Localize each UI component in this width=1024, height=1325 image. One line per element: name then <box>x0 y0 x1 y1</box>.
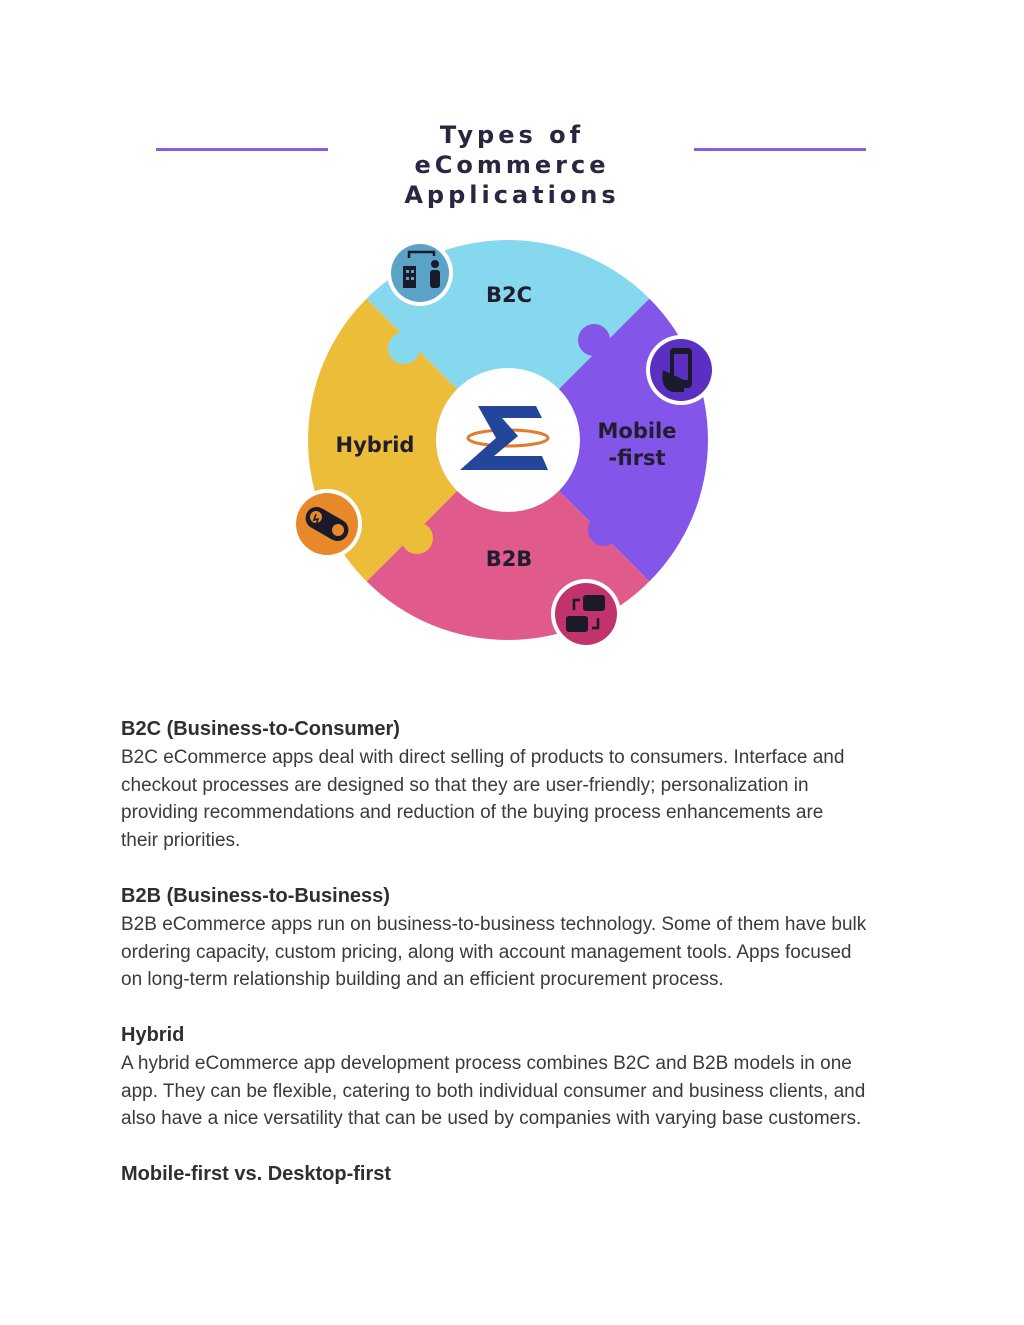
article-body <box>121 714 921 1215</box>
title-line-1: Types of eCommerce <box>414 121 610 179</box>
paragraph-line: providing recommendations and reduction of the buying process enhancements are <box>121 802 824 824</box>
title-divider-right <box>694 148 866 151</box>
hand-holding-phone-icon <box>646 335 716 405</box>
puzzle-knob-b2c <box>388 332 420 364</box>
building-person-exchange-icon <box>387 240 453 306</box>
mobile-label-line-1: Mobile <box>597 419 677 443</box>
section-mobile-first <box>121 1159 921 1189</box>
paragraph-line: app. They can be flexible, catering to both individual consumer and business clients, and <box>121 1080 866 1102</box>
section-heading: Hybrid <box>121 1023 185 1046</box>
paragraph-line: checkout processes are designed so that they are user-friendly; personalization in <box>121 774 809 796</box>
paragraph-line: A hybrid eCommerce app development process combines B2C and B2B models in one <box>121 1052 852 1074</box>
paragraph-line: ordering capacity, custom pricing, along with account management tools. Apps focused <box>121 941 852 963</box>
ecommerce-types-diagram <box>280 220 750 660</box>
section-heading: Mobile-first vs. Desktop-first <box>121 1163 392 1186</box>
b2c-segment-label: B2C <box>485 283 533 307</box>
puzzle-knob-mobile <box>578 324 610 356</box>
puzzle-knob-hybrid <box>401 522 433 554</box>
paragraph-line: their priorities. <box>121 830 241 852</box>
paragraph-line: B2B eCommerce apps run on business-to-business technology. Some of them have bulk <box>121 913 867 935</box>
title-divider-left <box>156 148 328 151</box>
section-b2c <box>121 714 921 855</box>
mobile-first-segment-label <box>588 418 686 472</box>
conveyor-belt-icon <box>292 489 362 559</box>
section-heading: B2B (Business-to-Business) <box>121 884 390 907</box>
b2b-segment-label: B2B <box>485 547 533 571</box>
section-b2b <box>121 881 921 994</box>
wallet-exchange-icon <box>551 579 621 649</box>
section-paragraph <box>121 1050 921 1133</box>
paragraph-line: on long-term relationship building and an efficient procurement process. <box>121 969 724 991</box>
section-heading: B2C (Business-to-Consumer) <box>121 718 400 740</box>
title-line-2: Applications <box>404 181 620 209</box>
section-hybrid <box>121 1020 921 1133</box>
section-paragraph <box>121 911 921 994</box>
page-title-block <box>150 118 874 209</box>
puzzle-knob-mobile-lower <box>588 514 620 546</box>
paragraph-line: B2C eCommerce apps deal with direct selling of products to consumers. Interface and <box>121 747 845 768</box>
hybrid-segment-label: Hybrid <box>335 433 415 457</box>
mobile-label-line-2: -first <box>608 446 666 470</box>
page-title <box>340 120 684 210</box>
section-paragraph <box>121 744 921 855</box>
paragraph-line: also have a nice versatility that can be used by companies with varying base customers. <box>121 1108 862 1130</box>
